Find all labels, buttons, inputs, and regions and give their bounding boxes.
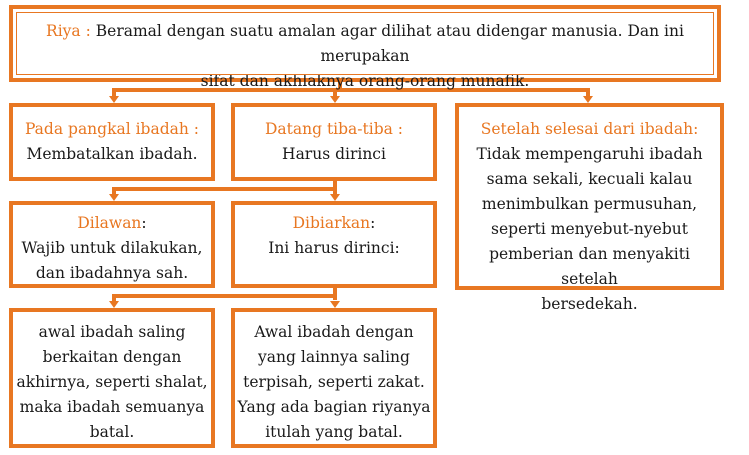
- after-worship-heading: Setelah selesai dari ibadah:: [480, 120, 699, 138]
- start-of-worship-heading: Pada pangkal ibadah :: [24, 120, 200, 138]
- linked-worship-box: [9, 308, 215, 448]
- sudden-heading: Datang tiba-tiba :: [264, 120, 404, 138]
- after-worship-line: menimbulkan permusuhan,: [481, 195, 698, 213]
- after-worship-box: [455, 103, 724, 313]
- riya-definition-box: [9, 5, 721, 90]
- riya-definition-line1: [13, 19, 717, 69]
- arrow-to-resisted: [109, 194, 119, 201]
- separate-line: Awal ibadah dengan: [254, 323, 414, 341]
- connector-mid-horizontal: [112, 187, 337, 191]
- connector-low-horizontal: [112, 294, 337, 298]
- start-of-worship-box: [9, 103, 215, 181]
- start-of-worship-text: Membatalkan ibadah.: [26, 145, 198, 163]
- linked-line: berkaitan dengan: [42, 348, 182, 366]
- resisted-box: [9, 201, 215, 288]
- after-worship-line: Tidak mempengaruhi ibadah: [476, 145, 703, 163]
- linked-line: akhirnya, seperti shalat,: [16, 373, 208, 391]
- ignored-text: Ini harus dirinci:: [268, 239, 400, 257]
- riya-term: Riya :: [46, 22, 91, 40]
- linked-line: maka ibadah semuanya: [19, 398, 205, 416]
- resisted-line: Wajib untuk dilakukan,: [21, 239, 203, 257]
- ignored-heading-line: [235, 211, 433, 236]
- riya-definition-line2: sifat dan akhlaknya orang-orang munafik.: [200, 72, 530, 90]
- ignored-box: [231, 201, 437, 288]
- sudden-text: Harus dirinci: [282, 145, 386, 163]
- resisted-colon: :: [141, 214, 147, 232]
- separate-line: terpisah, seperti zakat.: [243, 373, 425, 391]
- after-worship-line: sama sekali, kecuali kalau: [486, 170, 693, 188]
- ignored-colon: :: [370, 214, 376, 232]
- resisted-heading: Dilawan: [77, 214, 142, 232]
- separate-line: yang lainnya saling: [258, 348, 410, 366]
- riya-definition-text: Beramal dengan suatu amalan agar dilihat atau didengar manusia. Dan ini merupakan: [90, 22, 684, 65]
- after-worship-line: bersedekah.: [541, 295, 638, 313]
- arrow-to-after: [583, 96, 593, 103]
- arrow-to-separate: [330, 301, 340, 308]
- ignored-heading: Dibiarkan: [292, 214, 371, 232]
- separate-worship-box: [231, 308, 437, 448]
- arrow-to-linked: [109, 301, 119, 308]
- resisted-line: dan ibadahnya sah.: [35, 264, 189, 282]
- separate-line: itulah yang batal.: [265, 423, 403, 441]
- after-worship-line: pemberian dan menyakiti setelah: [489, 245, 690, 288]
- linked-line: awal ibadah saling: [38, 323, 186, 341]
- separate-line: Yang ada bagian riyanya: [237, 398, 431, 416]
- resisted-heading-line: [13, 211, 211, 236]
- arrow-to-sudden: [330, 96, 340, 103]
- linked-line: batal.: [89, 423, 135, 441]
- sudden-box: [231, 103, 437, 181]
- after-worship-line: seperti menyebut-nyebut: [491, 220, 688, 238]
- arrow-to-start: [109, 96, 119, 103]
- arrow-to-ignored: [330, 194, 340, 201]
